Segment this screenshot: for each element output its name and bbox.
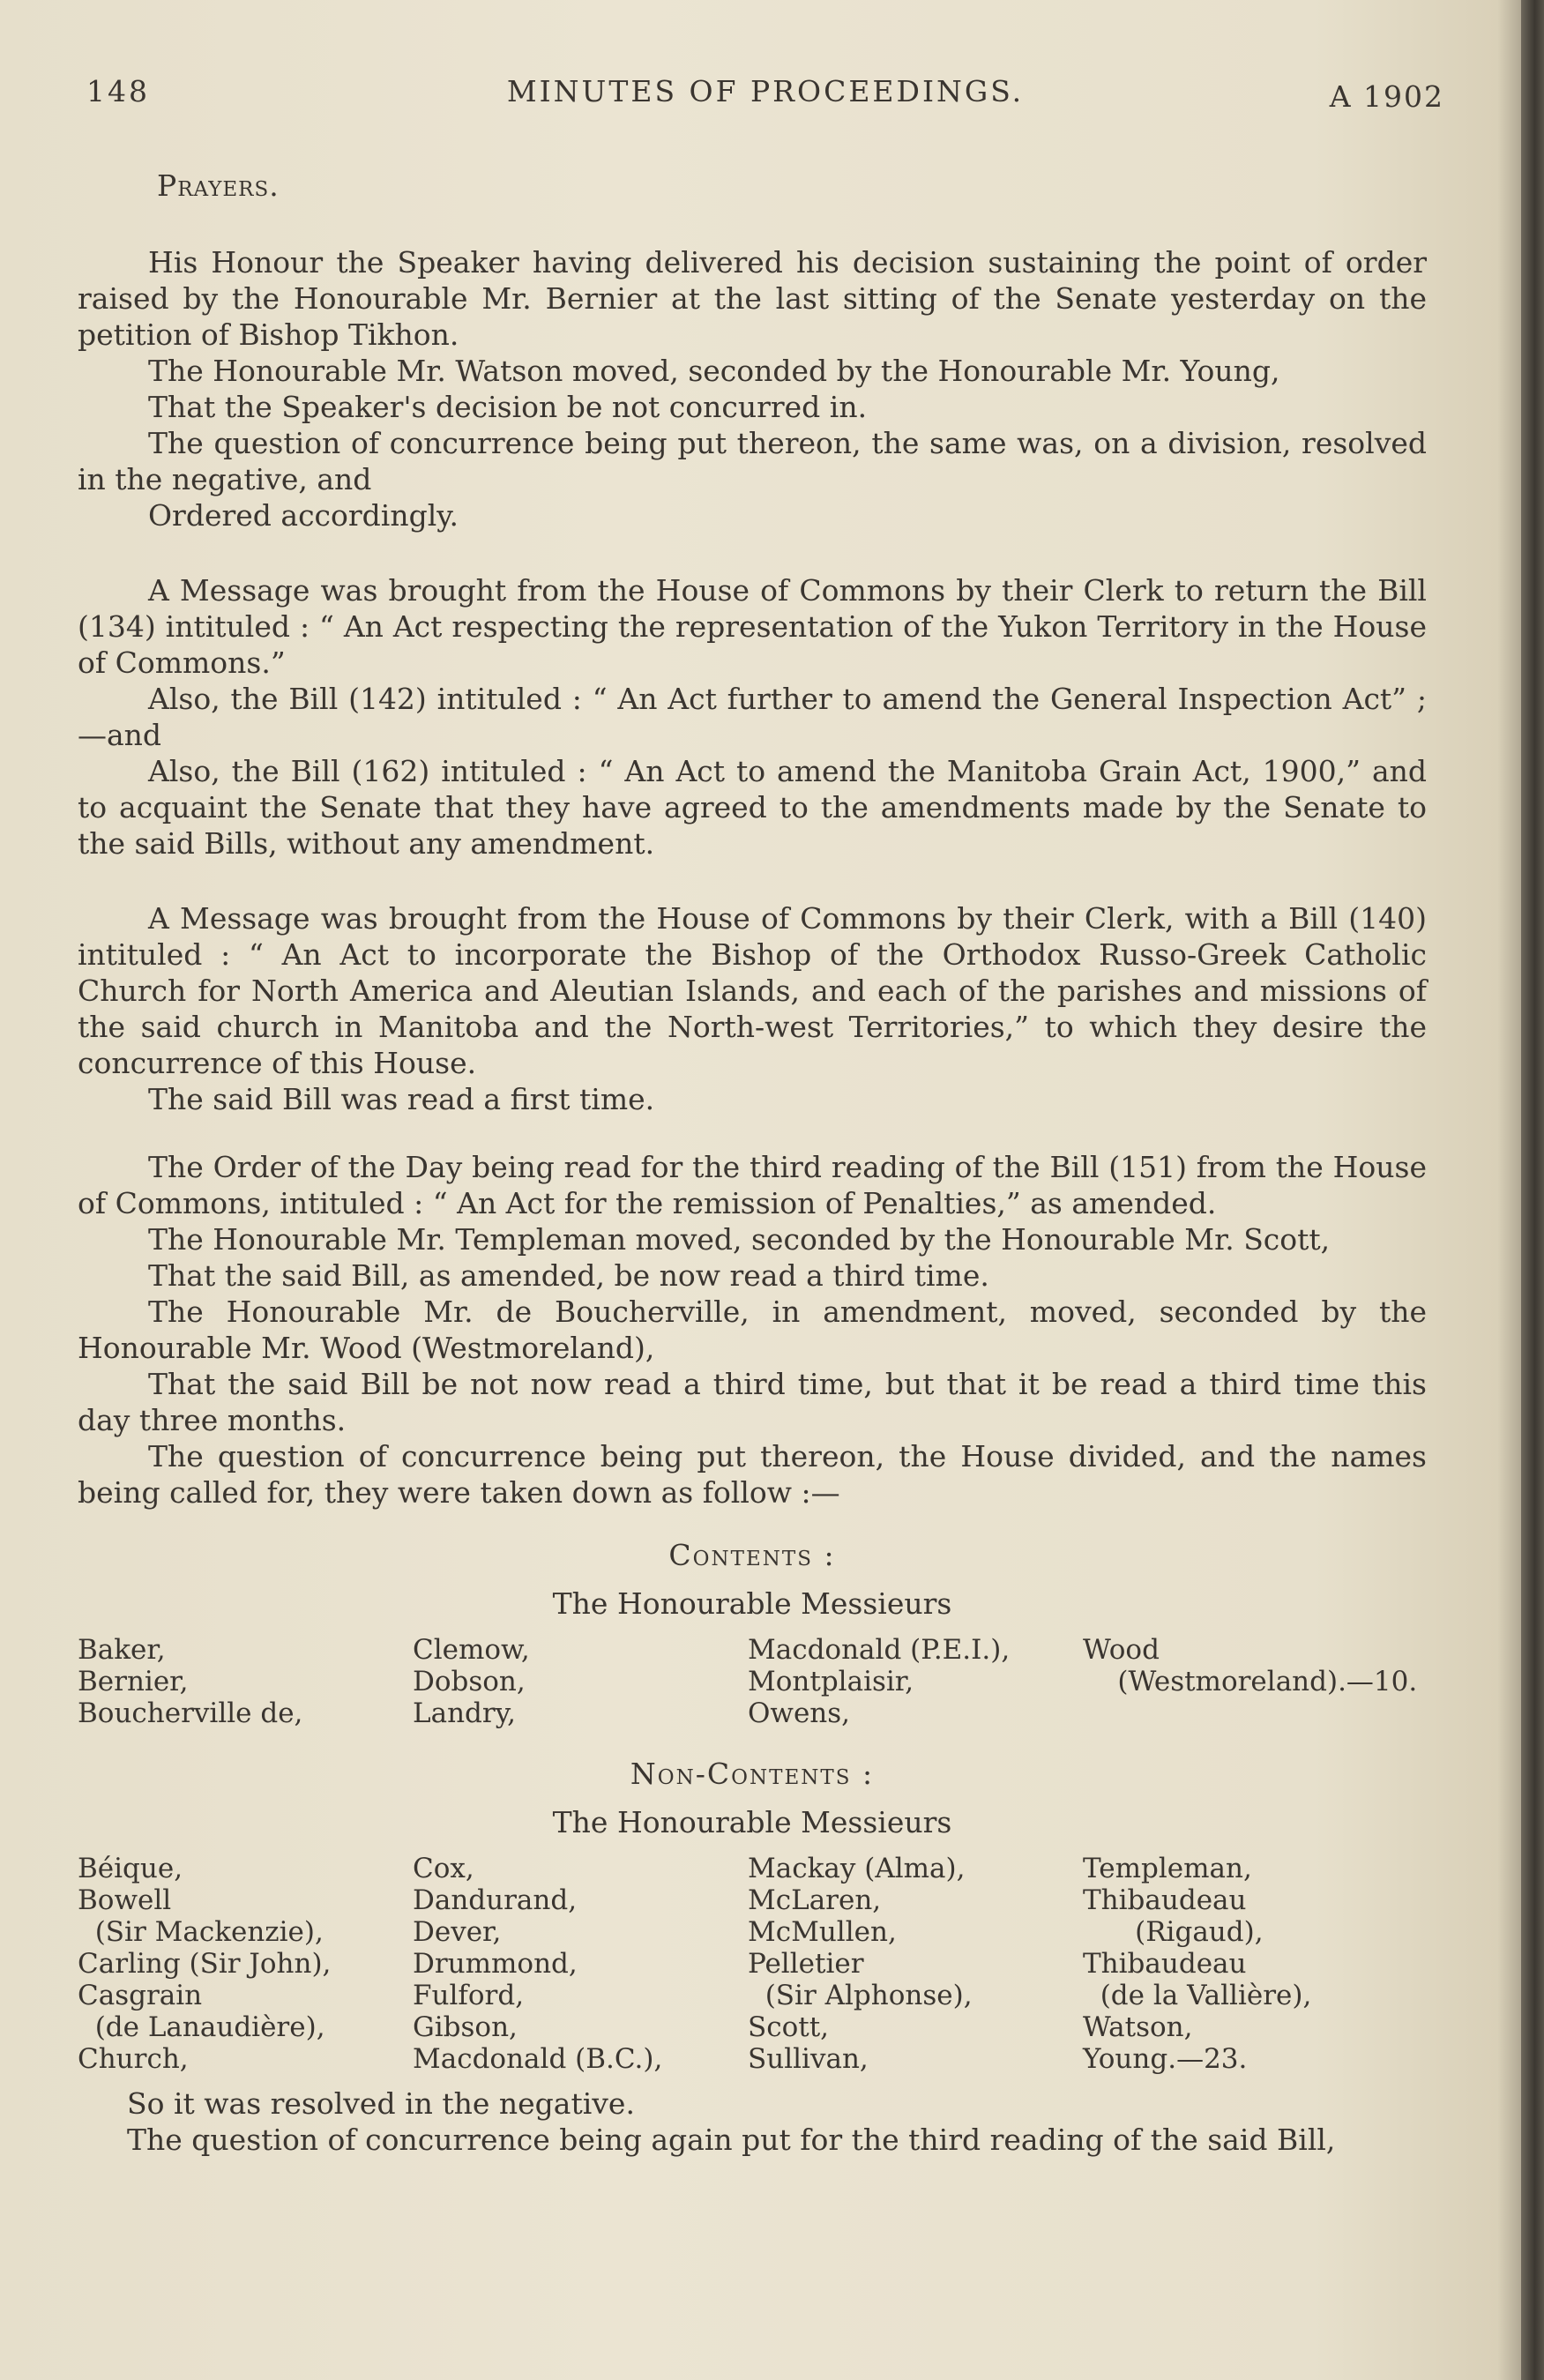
member-name: Macdonald (B.C.), (413, 2043, 663, 2075)
member-name: Montplaisir, (748, 1666, 914, 1697)
member-name: Bernier, (78, 1666, 189, 1697)
member-name: (de la Vallière), (1083, 1980, 1312, 2011)
paragraph: That the said Bill be not now read a third time, but that it be read a third time this day three months. (78, 1367, 1427, 1437)
page-title: MINUTES OF PROCEEDINGS. (506, 74, 1025, 108)
member-name: (Rigaud), (1083, 1916, 1264, 1948)
member-name: Young.—23. (1083, 2043, 1248, 2075)
member-name: Fulford, (413, 1980, 525, 2011)
member-name: Mackay (Alma), (748, 1853, 966, 1884)
member-name: Gibson, (413, 2011, 518, 2043)
paragraph: The Order of the Day being read for the third reading of the Bill (151) from the House of Commons, intituled : “ An Act for the remission of Penalties,” as amended. (78, 1150, 1427, 1220)
paragraph: That the said Bill, as amended, be now read a third time. (148, 1258, 989, 1293)
paragraph: The Honourable Mr. de Boucherville, in amendment, moved, seconded by the Honourable Mr. Wood (Westmoreland), (78, 1294, 1427, 1365)
member-name: Owens, (748, 1697, 851, 1729)
member-name: Bowell (78, 1884, 172, 1916)
paragraph: So it was resolved in the negative. (127, 2086, 635, 2121)
member-name: Templeman, (1083, 1853, 1252, 1884)
paragraph: The said Bill was read a first time. (148, 1082, 655, 1116)
document-body (78, 168, 1427, 2158)
member-name: Pelletier (748, 1948, 864, 1980)
member-name: Scott, (748, 2011, 830, 2043)
session-label: A 1902 (1329, 79, 1444, 114)
member-name: Dandurand, (413, 1884, 578, 1916)
member-name: Thibaudeau (1083, 1948, 1247, 1980)
paragraph: Ordered accordingly. (148, 498, 459, 533)
member-name: (de Lanaudière), (78, 2011, 325, 2043)
non-contents-column (748, 1853, 1083, 2075)
page-number: 148 (86, 74, 150, 108)
member-name: Church, (78, 2043, 189, 2075)
contents-subheading: The Honourable Messieurs (552, 1586, 952, 1621)
member-name: McLaren, (748, 1884, 882, 1916)
member-name: Baker, (78, 1634, 166, 1666)
member-name: Clemow, (413, 1634, 530, 1666)
contents-column (78, 1634, 413, 1729)
contents-column (1083, 1634, 1427, 1729)
member-name: Macdonald (P.E.I.), (748, 1634, 1011, 1666)
member-name: (Westmoreland).—10. (1083, 1666, 1418, 1697)
member-name: Wood (1083, 1634, 1160, 1666)
paragraph: The question of concurrence being put thereon, the same was, on a division, resolved in the negative, and (78, 426, 1427, 496)
member-name: (Sir Mackenzie), (78, 1916, 324, 1948)
non-contents-column (413, 1853, 748, 2075)
member-name: Béique, (78, 1853, 183, 1884)
non-contents-column (78, 1853, 413, 2075)
prayers-heading: Prayers. (157, 168, 280, 203)
member-name: Dobson, (413, 1666, 526, 1697)
member-name: Dever, (413, 1916, 502, 1948)
member-name: Casgrain (78, 1980, 203, 2011)
non-contents-column (1083, 1853, 1427, 2075)
paragraph: Also, the Bill (162) intituled : “ An Act to amend the Manitoba Grain Act, 1900,” and to acquaint the Senate that they have agreed to the amendments made by the Senate to the said Bills, without any amendment. (78, 754, 1427, 861)
member-name: Carling (Sir John), (78, 1948, 332, 1980)
member-name: McMullen, (748, 1916, 897, 1948)
page-header (86, 74, 1444, 118)
member-name: Drummond, (413, 1948, 578, 1980)
member-name: Sullivan, (748, 2043, 869, 2075)
member-name: Watson, (1083, 2011, 1193, 2043)
paragraph: The Honourable Mr. Watson moved, seconded by the Honourable Mr. Young, (148, 354, 1280, 388)
non-contents-heading: Non-Contents : (630, 1757, 875, 1791)
non-contents-subheading: The Honourable Messieurs (552, 1805, 952, 1839)
member-name: (Sir Alphonse), (748, 1980, 973, 2011)
paragraph: That the Speaker's decision be not concurred in. (148, 390, 868, 424)
non-contents-list (78, 1853, 1427, 2075)
member-name: Landry, (413, 1697, 516, 1729)
paragraph: The question of concurrence being put thereon, the House divided, and the names being called for, they were taken down as follow :— (78, 1439, 1427, 1510)
contents-list (78, 1634, 1427, 1729)
paragraph: The Honourable Mr. Templeman moved, seconded by the Honourable Mr. Scott, (148, 1222, 1331, 1257)
paragraph: A Message was brought from the House of Commons by their Clerk, with a Bill (140) intituled : “ An Act to incorporate the Bishop of the Orthodox Russo-Greek Catholic Church for North America and Aleutian Islands, and each of the parishes and missions of the said church in Manitoba and the North-west Territories,” to which they desire the concurrence of this House. (78, 901, 1427, 1080)
contents-column (748, 1634, 1083, 1729)
contents-column (413, 1634, 748, 1729)
paragraph: Also, the Bill (142) intituled : “ An Act further to amend the General Inspection Act” ;—and (78, 682, 1427, 752)
member-name: Boucherville de, (78, 1697, 303, 1729)
paragraph: The question of concurrence being again put for the third reading of the said Bill, (127, 2123, 1336, 2157)
paragraph: His Honour the Speaker having delivered his decision sustaining the point of order raised by the Honourable Mr. Bernier at the last sitting of the Senate yesterday on the petition of Bishop Tikhon. (78, 245, 1427, 352)
page-edge (1521, 0, 1544, 2380)
member-name: Cox, (413, 1853, 474, 1884)
contents-heading: Contents : (668, 1538, 836, 1572)
member-name: Thibaudeau (1083, 1884, 1247, 1916)
paragraph: A Message was brought from the House of Commons by their Clerk to return the Bill (134) intituled : “ An Act respecting the representation of the Yukon Territory in the House of Commons.” (78, 573, 1427, 680)
